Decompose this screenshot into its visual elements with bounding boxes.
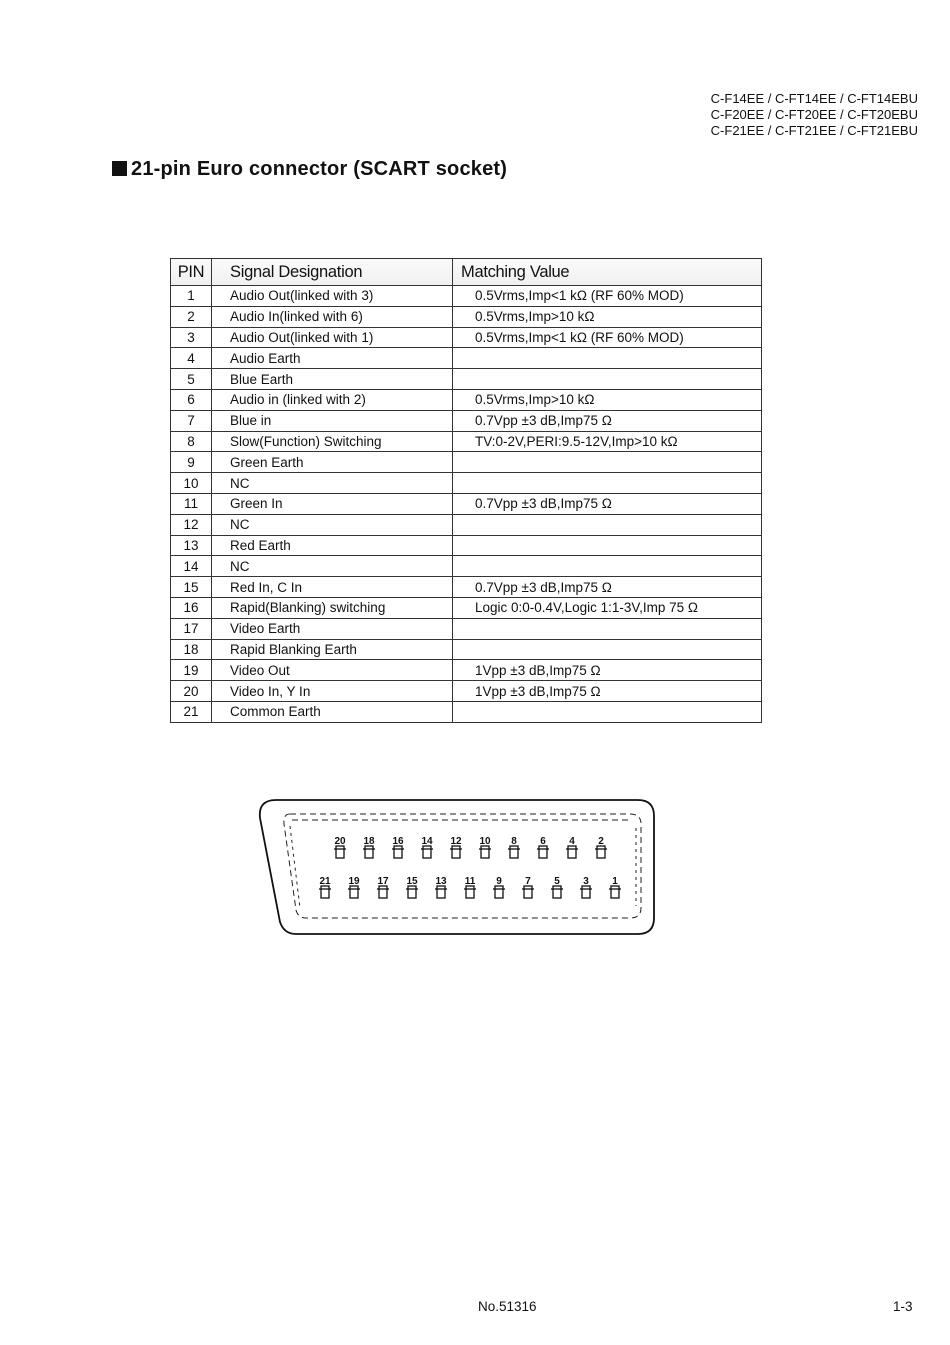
column-header-pin: PIN [171, 259, 212, 286]
pin-label: 14 [421, 836, 433, 847]
signal-designation-cell: Video In, Y In [212, 681, 453, 702]
pin-number-cell: 18 [171, 639, 212, 660]
matching-value-cell: 0.5Vrms,Imp<1 kΩ (RF 60% MOD) [453, 327, 762, 348]
pin-contact [466, 886, 474, 898]
table-row [171, 618, 762, 639]
pin-contact [611, 886, 619, 898]
pin-contact [452, 846, 460, 858]
pin-contact [408, 886, 416, 898]
signal-designation-cell: Audio Out(linked with 3) [212, 286, 453, 307]
pin-label: 18 [363, 836, 375, 847]
matching-value-cell [453, 348, 762, 369]
table-row [171, 286, 762, 307]
table-header-row [171, 259, 762, 286]
matching-value-cell [453, 535, 762, 556]
matching-value-cell: TV:0-2V,PERI:9.5-12V,Imp>10 kΩ [453, 431, 762, 452]
model-line: C-F21EE / C-FT21EE / C-FT21EBU [710, 123, 918, 138]
pin-contact [553, 886, 561, 898]
pin-contact [524, 886, 532, 898]
pin-number-cell: 14 [171, 556, 212, 577]
pin-contact [568, 846, 576, 858]
matching-value-cell [453, 369, 762, 390]
table-row [171, 597, 762, 618]
table-row [171, 660, 762, 681]
pin-label: 19 [348, 876, 360, 887]
connector-inner-dashed [284, 814, 641, 918]
pin-number-cell: 20 [171, 681, 212, 702]
pin-label: 15 [406, 876, 418, 887]
section-title-text: 21-pin Euro connector (SCART socket) [131, 158, 508, 180]
matching-value-cell: 1Vpp ±3 dB,Imp75 Ω [453, 681, 762, 702]
matching-value-cell [453, 473, 762, 494]
pin-contact [394, 846, 402, 858]
table-row [171, 701, 762, 722]
pin-table [170, 258, 762, 723]
pin-table-body [171, 286, 762, 723]
table-row [171, 493, 762, 514]
signal-designation-cell: Audio in (linked with 2) [212, 389, 453, 410]
matching-value-cell [453, 701, 762, 722]
signal-designation-cell: Slow(Function) Switching [212, 431, 453, 452]
pin-number-cell: 8 [171, 431, 212, 452]
signal-designation-cell: Rapid Blanking Earth [212, 639, 453, 660]
table-row [171, 369, 762, 390]
pin-number-cell: 9 [171, 452, 212, 473]
signal-designation-cell: Common Earth [212, 701, 453, 722]
matching-value-cell [453, 514, 762, 535]
matching-value-cell [453, 618, 762, 639]
signal-designation-cell: Blue in [212, 410, 453, 431]
pin-label: 12 [450, 836, 462, 847]
table-row [171, 389, 762, 410]
pin-contact [510, 846, 518, 858]
signal-designation-cell: Audio Earth [212, 348, 453, 369]
pin-contact [437, 886, 445, 898]
pin-number-cell: 21 [171, 701, 212, 722]
matching-value-cell: 1Vpp ±3 dB,Imp75 Ω [453, 660, 762, 681]
matching-value-cell: 0.7Vpp ±3 dB,Imp75 Ω [453, 577, 762, 598]
pin-label: 3 [583, 876, 589, 887]
table-row [171, 556, 762, 577]
pin-label: 2 [598, 836, 604, 847]
table-row [171, 535, 762, 556]
pin-label: 9 [496, 876, 502, 887]
signal-designation-cell: Blue Earth [212, 369, 453, 390]
pin-label: 5 [554, 876, 560, 887]
pin-contact [597, 846, 605, 858]
pin-number-cell: 10 [171, 473, 212, 494]
pin-number-cell: 4 [171, 348, 212, 369]
pin-label: 1 [612, 876, 618, 887]
matching-value-cell: 0.5Vrms,Imp<1 kΩ (RF 60% MOD) [453, 286, 762, 307]
table-row [171, 452, 762, 473]
pin-label: 8 [511, 836, 517, 847]
column-header-signal: Signal Designation [212, 259, 453, 286]
column-header-value: Matching Value [453, 259, 762, 286]
table-row [171, 681, 762, 702]
model-line: C-F14EE / C-FT14EE / C-FT14EBU [710, 91, 918, 106]
scart-connector-diagram [258, 798, 658, 938]
pin-number-cell: 11 [171, 493, 212, 514]
pin-contact [365, 846, 373, 858]
square-bullet-icon [112, 161, 127, 176]
table-row [171, 514, 762, 535]
signal-designation-cell: Green Earth [212, 452, 453, 473]
pin-label: 16 [392, 836, 404, 847]
signal-designation-cell: NC [212, 556, 453, 577]
pin-contact [495, 886, 503, 898]
pin-number-cell: 16 [171, 597, 212, 618]
signal-designation-cell: Video Out [212, 660, 453, 681]
matching-value-cell [453, 639, 762, 660]
table-row [171, 306, 762, 327]
pin-number-cell: 5 [171, 369, 212, 390]
pin-label: 7 [525, 876, 531, 887]
pin-contact [321, 886, 329, 898]
pin-contact [423, 846, 431, 858]
signal-designation-cell: Audio Out(linked with 1) [212, 327, 453, 348]
signal-designation-cell: Audio In(linked with 6) [212, 306, 453, 327]
pin-contact [336, 846, 344, 858]
matching-value-cell: 0.5Vrms,Imp>10 kΩ [453, 389, 762, 410]
table-row [171, 327, 762, 348]
matching-value-cell: 0.5Vrms,Imp>10 kΩ [453, 306, 762, 327]
matching-value-cell: 0.7Vpp ±3 dB,Imp75 Ω [453, 493, 762, 514]
signal-designation-cell: Rapid(Blanking) switching [212, 597, 453, 618]
signal-designation-cell: NC [212, 473, 453, 494]
pin-number-cell: 19 [171, 660, 212, 681]
table-row [171, 348, 762, 369]
pin-number-cell: 1 [171, 286, 212, 307]
section-title [112, 158, 507, 181]
table-row [171, 639, 762, 660]
table-row [171, 473, 762, 494]
model-list [711, 91, 918, 139]
pin-label: 10 [479, 836, 491, 847]
pin-label: 4 [569, 836, 575, 847]
pin-label: 11 [464, 876, 476, 887]
pin-label: 6 [540, 836, 546, 847]
table-row [171, 431, 762, 452]
pin-contact [350, 886, 358, 898]
pin-number-cell: 7 [171, 410, 212, 431]
pin-number-cell: 3 [171, 327, 212, 348]
pin-number-cell: 2 [171, 306, 212, 327]
signal-designation-cell: NC [212, 514, 453, 535]
table-row [171, 577, 762, 598]
pin-contact [539, 846, 547, 858]
pin-contact [582, 886, 590, 898]
matching-value-cell: 0.7Vpp ±3 dB,Imp75 Ω [453, 410, 762, 431]
model-line: C-F20EE / C-FT20EE / C-FT20EBU [710, 107, 918, 122]
page-number: 1-3 [893, 1299, 913, 1314]
pin-label: 21 [319, 876, 331, 887]
matching-value-cell: Logic 0:0-0.4V,Logic 1:1-3V,Imp 75 Ω [453, 597, 762, 618]
table-row [171, 410, 762, 431]
connector-bottom-row [319, 876, 621, 898]
pin-number-cell: 13 [171, 535, 212, 556]
pin-contact [481, 846, 489, 858]
pin-label: 13 [435, 876, 447, 887]
pin-number-cell: 15 [171, 577, 212, 598]
pin-number-cell: 6 [171, 389, 212, 410]
signal-designation-cell: Red Earth [212, 535, 453, 556]
signal-designation-cell: Red In, C In [212, 577, 453, 598]
signal-designation-cell: Green In [212, 493, 453, 514]
document-number: No.51316 [478, 1299, 537, 1314]
matching-value-cell [453, 556, 762, 577]
matching-value-cell [453, 452, 762, 473]
pin-number-cell: 17 [171, 618, 212, 639]
pin-number-cell: 12 [171, 514, 212, 535]
connector-top-row [334, 836, 607, 858]
pin-label: 17 [377, 876, 389, 887]
pin-label: 20 [334, 836, 346, 847]
pin-contact [379, 886, 387, 898]
connector-inner-dashed-3 [290, 826, 300, 908]
signal-designation-cell: Video Earth [212, 618, 453, 639]
